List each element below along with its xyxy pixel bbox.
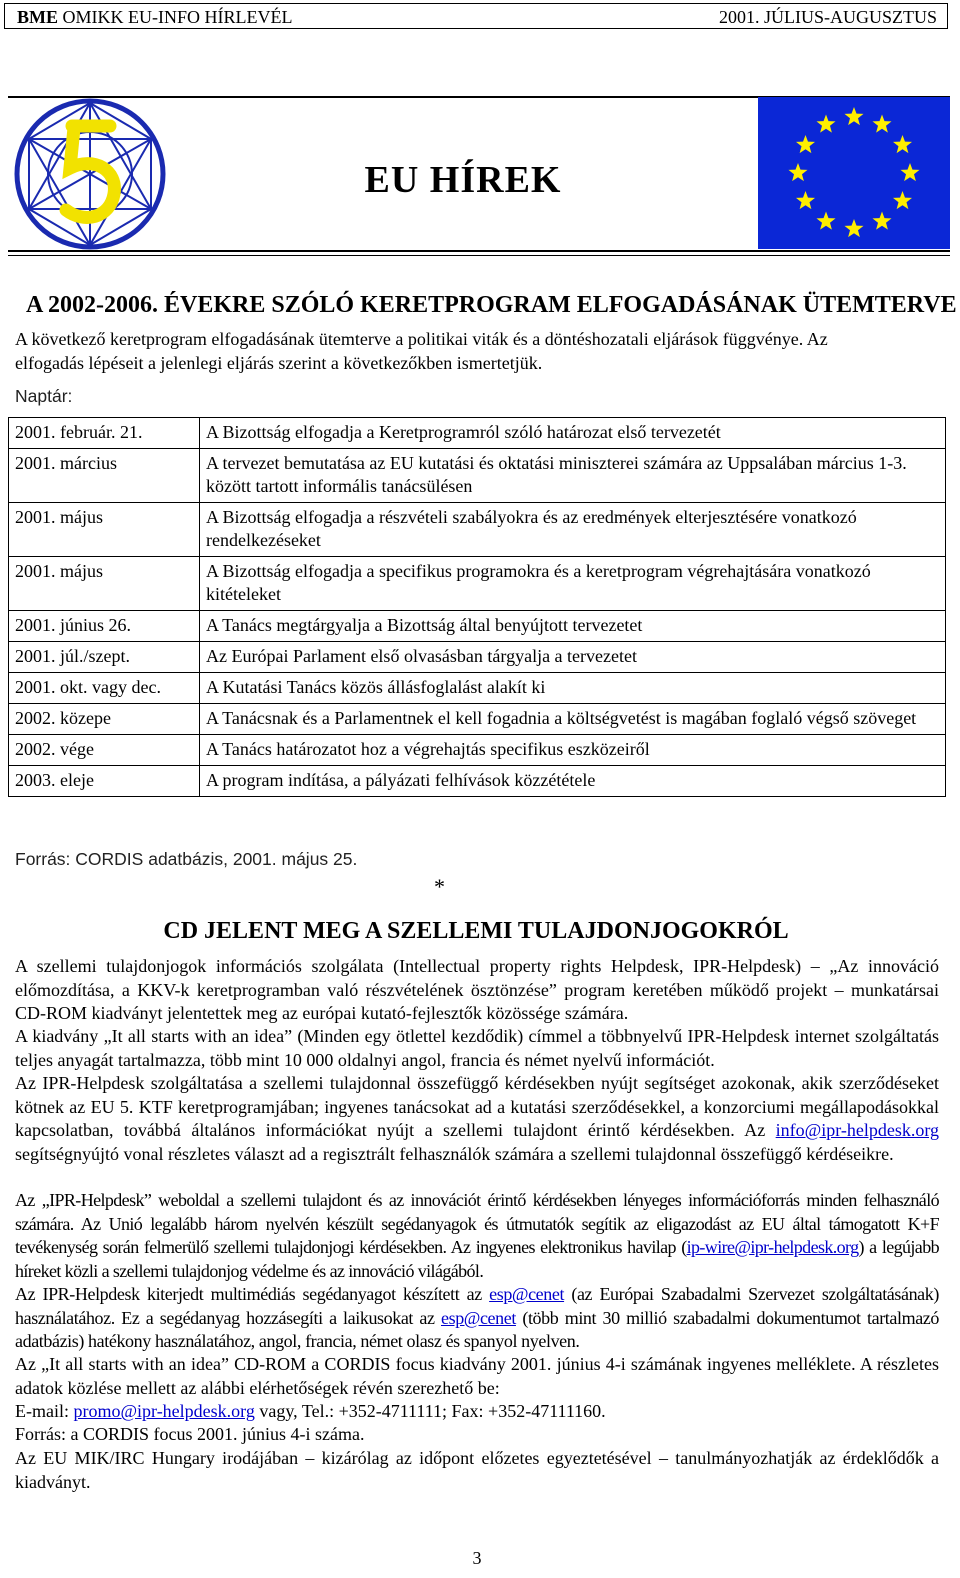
calendar-row [9,418,946,449]
banner-bottom-rule [8,250,950,252]
running-header [4,3,948,29]
calendar-date: 2001. február. 21. [9,418,200,449]
calendar-event: A Tanácsnak és a Parlamentnek el kell fogadnia a költségvetést is magában foglaló végső szöveget [200,704,946,735]
calendar-date: 2003. eleje [9,766,200,797]
calendar-date: 2002. vége [9,735,200,766]
calendar-event: A Tanács határozatot hoz a végrehajtás specifikus eszközeiről [200,735,946,766]
calendar-row [9,557,946,611]
section2-paragraph-6: Az „It all starts with an idea” CD-ROM a CORDIS focus kiadvány 2001. június 4-i számának ingyenes melléklete. A részletes adatok közlése mellett az alábbi elérhetőségek révén szerezhető be: [15,1354,939,1398]
calendar-row [9,449,946,503]
section2-paragraph-2: A kiadvány „It all starts with an idea” (Minden egy ötlettel kezdődik) címmel a többnyelvű IPR-Helpdesk internet szolgáltatás teljes anyagát tartalmazza, több mint 10 000 oldalnyi angol, francia és német nyelvű információt. [15,1026,939,1070]
calendar-event: A Tanács megtárgyalja a Bizottság által benyújtott tervezetet [200,611,946,642]
calendar-date: 2001. okt. vagy dec. [9,673,200,704]
calendar-event: A tervezet bemutatása az EU kutatási és oktatási miniszterei számára az Uppsalában március 1-3. között tartott informális tanácsülésen [200,449,946,503]
page-number: 3 [472,1548,482,1568]
calendar-row [9,735,946,766]
promo-email-link[interactable]: promo@ipr-helpdesk.org [73,1401,255,1421]
info-email-link[interactable]: info@ipr-helpdesk.org [775,1120,940,1140]
espacenet-link-1[interactable]: esp@cenet [489,1284,565,1304]
calendar-event: A Kutatási Tanács közös állásfoglalást alakít ki [200,673,946,704]
calendar-event: A program indítása, a pályázati felhívások közzététele [200,766,946,797]
calendar-event: A Bizottság elfogadja a Keretprogramról szóló határozat első tervezetét [200,418,946,449]
header-org-bold: BME [17,7,59,27]
calendar-date: 2001. május [9,557,200,611]
calendar-row [9,642,946,673]
section1-heading: A 2002-2006. ÉVEKRE SZÓLÓ KERETPROGRAM ELFOGADÁSÁNAK ÜTEMTERVE [26,292,957,318]
calendar-date: 2002. közepe [9,704,200,735]
section1-intro-line1: A következő keretprogram elfogadásának ütemterve a politikai viták és a döntéshozatali eljárások függvénye. Az [15,329,828,349]
section2-paragraph-1: A szellemi tulajdonjogok információs szolgálata (Intellectual property rights Helpdesk, IPR-Helpdesk) – „Az innováció előmozdítása, a KKV-k keretprogramban való részvételének ösztönzése” program keretében működő projekt – munkatársai CD-ROM kiadványt jelentettek meg az európai kutató-fejlesztők közössége számára. [15,956,939,1023]
header-org: OMIKK EU-INFO HÍRLEVÉL [62,7,293,27]
ip-wire-email-link[interactable]: ip-wire@ipr-helpdesk.org [686,1237,859,1257]
eu-flag-icon [758,97,950,249]
header-date: 2001. JÚLIUS-AUGUSZTUS [718,7,937,27]
section2-paragraph-5: Az IPR-Helpdesk kiterjedt multimédiás segédanyagot készített az esp@cenet (az Európai Szabadalmi Szervezet szolgáltatásának) használatához. Ez a segédanyag hozzásegíti a laikusokat az esp@cenet (több mint 30 millió szabadalmi dokumentumot tartalmazó adatbázis) hatékony használatához, angol, francia, német olasz és spanyol nyelven. [15,1284,939,1351]
calendar-row [9,611,946,642]
section2-paragraph-7: E-mail: promo@ipr-helpdesk.org vagy, Tel.: +352-4711111; Fax: +352-47111160. [15,1401,606,1421]
espacenet-link-2[interactable]: esp@cenet [441,1307,516,1328]
banner-title: EU HÍREK [364,159,562,201]
calendar-row [9,766,946,797]
calendar-row [9,673,946,704]
calendar-row [9,704,946,735]
section1-source: Forrás: CORDIS adatbázis, 2001. május 25. [15,849,358,869]
calendar-date: 2001. június 26. [9,611,200,642]
calendar-table [8,417,946,797]
section1-intro-line2: elfogadás lépéseit a jelenlegi eljárás szerint a következőkben ismertetjük. [15,353,543,373]
section2-paragraph-4: Az „IPR-Helpdesk” weboldal a szellemi tulajdont és az innovációt érintő kérdésekben lényeges információforrás minden felhasználó számára. Az Unió legalább három nyelvén készült segédanyagok és útmutatók segítik az eligazodást az EU által támogatott K+F tevékenység során felmerülő szellemi tulajdonjogi kérdésekben. Az ingyenes elektronikus havilap (ip-wire@ipr-helpdesk.org) a legújabb híreket közli a szellemi tulajdonjog védelme és az innováció világából. [15,1190,939,1281]
calendar-date: 2001. március [9,449,200,503]
section2-heading: CD JELENT MEG A SZELLEMI TULAJDONJOGOKRÓL [163,918,789,944]
banner-bottom-rule-thin [8,255,950,256]
calendar-event: Az Európai Parlament első olvasásban tárgyalja a tervezetet [200,642,946,673]
calendar-date: 2001. júl./szept. [9,642,200,673]
calendar-date: 2001. május [9,503,200,557]
calendar-row [9,503,946,557]
calendar-event: A Bizottság elfogadja a specifikus programokra és a keretprogram végrehajtására vonatkozó kitételeket [200,557,946,611]
section2-paragraph-3: Az IPR-Helpdesk szolgáltatása a szellemi tulajdonnal összefüggő kérdésekben nyújt segítséget azokonak, akik szerződéseket kötnek az EU 5. KTF keretprogramjában; ingyenes tanácsokat ad a kutatási szerződésekkel, a konzorciumi megállapodásokkal kapcsolatban, továbbá általános információkat nyújt a szellemi tulajdont érintő kérdésekben. Az info@ipr-helpdesk.org segítségnyújtó vonal részletes választ ad a regisztrált felhasználók számára a szellemi tulajdonnal összefüggő kérdéseikre. [15,1073,940,1164]
section2-paragraph-9: Az EU MIK/IRC Hungary irodájában – kizárólag az időpont előzetes egyeztetésével – tanulmányozhatják az érdeklődők a kiadványt. [15,1448,939,1492]
section2-paragraph-8: Forrás: a CORDIS focus 2001. június 4-i száma. [15,1424,365,1444]
calendar-label: Naptár: [15,386,73,406]
calendar-event: A Bizottság elfogadja a részvételi szabályokra és az eredmények elterjesztésére vonatkozó rendelkezéseket [200,503,946,557]
separator-star: * [434,874,445,899]
